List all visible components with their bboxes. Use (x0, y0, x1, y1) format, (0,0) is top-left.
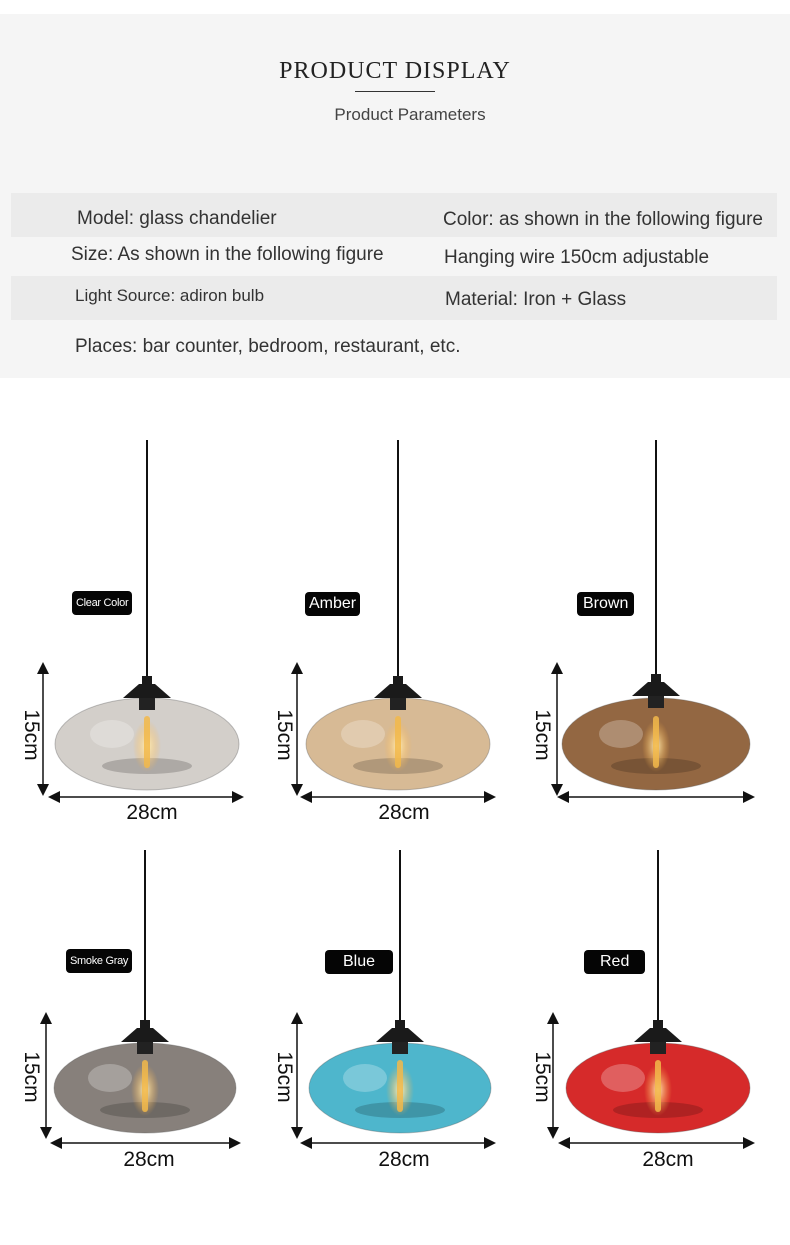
cap-neck (142, 676, 152, 686)
bulb-filament (655, 1060, 661, 1112)
cap-neck (653, 1020, 663, 1030)
height-label: 15cm (273, 709, 296, 761)
height-label: 15cm (531, 709, 554, 761)
ceiling-cap (121, 1028, 169, 1042)
width-label: 28cm (642, 1148, 694, 1171)
bulb-socket (139, 698, 155, 710)
cap-neck (395, 1020, 405, 1030)
ceiling-cap (374, 684, 422, 698)
height-label: 15cm (273, 1051, 296, 1103)
cap-neck (140, 1020, 150, 1030)
bulb-filament (397, 1060, 403, 1112)
width-label: 28cm (378, 801, 430, 824)
bulb-socket (650, 1042, 666, 1054)
glass-highlight (601, 1064, 645, 1092)
bulb-filament (653, 716, 659, 768)
bulb-filament (144, 716, 150, 768)
width-label: 28cm (126, 801, 178, 824)
glass-highlight (88, 1064, 132, 1092)
param-light-source: Light Source: adiron bulb (75, 286, 265, 305)
color-badge-blue: Blue (325, 950, 393, 974)
top-strip (0, 0, 790, 14)
ceiling-cap (376, 1028, 424, 1042)
param-material: Material: Iron + Glass (445, 289, 627, 310)
param-model: Model: glass chandelier (77, 208, 277, 229)
height-label: 15cm (531, 1051, 554, 1103)
param-hanging-wire: Hanging wire 150cm adjustable (444, 247, 710, 268)
bulb-filament (142, 1060, 148, 1112)
cap-neck (651, 674, 661, 684)
page-title: PRODUCT DISPLAY (279, 58, 511, 84)
bulb-socket (390, 698, 406, 710)
ceiling-cap (634, 1028, 682, 1042)
width-label: 28cm (123, 1148, 175, 1171)
glass-highlight (343, 1064, 387, 1092)
color-badge-brown: Brown (577, 592, 634, 616)
glass-highlight (341, 720, 385, 748)
bulb-socket (137, 1042, 153, 1054)
width-label: 28cm (378, 1148, 430, 1171)
bulb-socket (648, 696, 664, 708)
bulb-socket (392, 1042, 408, 1054)
color-badge-red: Red (584, 950, 645, 974)
color-badge-amber: Amber (305, 592, 360, 616)
parameters-panel (0, 0, 790, 378)
bulb-filament (395, 716, 401, 768)
color-badge-smoke-gray: Smoke Gray (66, 949, 132, 973)
title-underline (355, 91, 435, 92)
color-badge-clear: Clear Color (72, 591, 132, 615)
glass-highlight (90, 720, 134, 748)
param-places: Places: bar counter, bedroom, restaurant, etc. (75, 336, 461, 357)
glass-highlight (599, 720, 643, 748)
page-subtitle: Product Parameters (334, 105, 486, 124)
height-label: 15cm (20, 709, 43, 761)
ceiling-cap (632, 682, 680, 696)
param-size: Size: As shown in the following figure (71, 244, 384, 265)
param-color: Color: as shown in the following figure (443, 209, 764, 230)
ceiling-cap (123, 684, 171, 698)
cap-neck (393, 676, 403, 686)
height-label: 15cm (20, 1051, 43, 1103)
